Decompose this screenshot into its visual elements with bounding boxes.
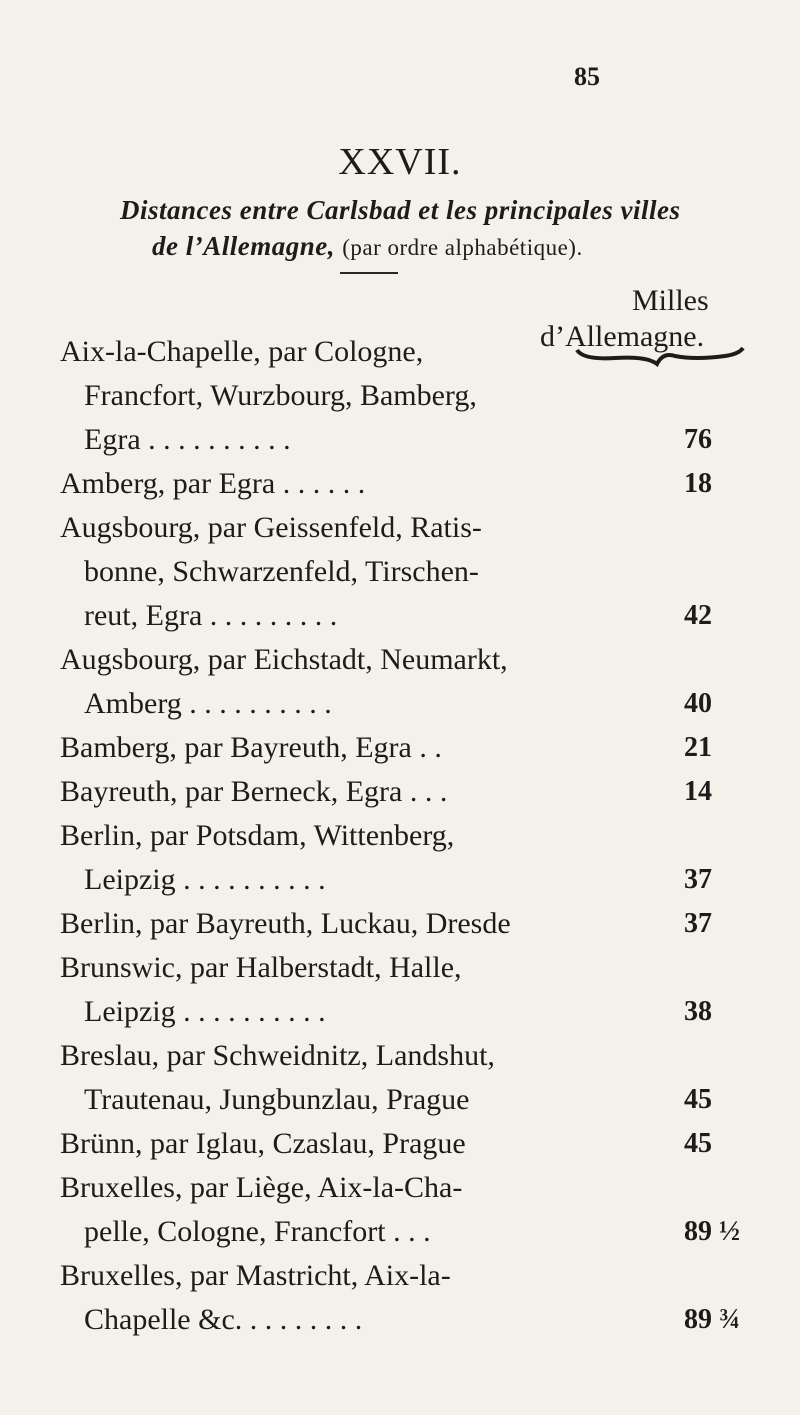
entry-route: Augsbourg, par Geissenfeld, Ratis- bbox=[60, 511, 482, 544]
distance-entry bbox=[0, 770, 800, 814]
entry-route: Berlin, par Bayreuth, Luckau, Dresde bbox=[60, 907, 511, 940]
entry-route: Brunswic, par Halberstadt, Halle, bbox=[60, 951, 462, 984]
entry-route-continued: Leipzig . . . . . . . . . . bbox=[84, 995, 326, 1028]
entry-route: Amberg, par Egra . . . . . . bbox=[60, 467, 366, 500]
title-divider bbox=[340, 272, 398, 274]
entry-route-continued: Leipzig . . . . . . . . . . bbox=[84, 863, 326, 896]
distance-entry bbox=[0, 330, 800, 462]
entry-distance: 37 bbox=[684, 864, 712, 895]
distance-entry bbox=[0, 814, 800, 902]
entry-route-continued: Amberg . . . . . . . . . . bbox=[84, 687, 332, 720]
entry-distance: 76 bbox=[684, 424, 712, 455]
title-country: de l’Allemagne, bbox=[152, 231, 335, 261]
distance-entry bbox=[0, 902, 800, 946]
entry-route: Breslau, par Schweidnitz, Landshut, bbox=[60, 1039, 495, 1072]
entry-route: Brünn, par Iglau, Czaslau, Prague bbox=[60, 1127, 466, 1160]
distance-entry bbox=[0, 638, 800, 726]
distance-entry bbox=[0, 462, 800, 506]
entry-route-continued: Chapelle &c. . . . . . . . . bbox=[84, 1303, 363, 1336]
entry-distance: 40 bbox=[684, 688, 712, 719]
entry-route: Bayreuth, par Berneck, Egra . . . bbox=[60, 775, 448, 808]
entry-route-continued: Francfort, Wurzbourg, Bamberg, bbox=[84, 379, 477, 412]
entry-distance: 37 bbox=[684, 908, 712, 939]
distance-entry bbox=[0, 946, 800, 1034]
unit-header-line-2: d’Allemagne. bbox=[540, 320, 705, 353]
entry-route-continued: Egra . . . . . . . . . . bbox=[84, 423, 291, 456]
distance-list bbox=[0, 330, 800, 1342]
page-title bbox=[120, 192, 720, 266]
section-number: XXVII. bbox=[338, 141, 462, 183]
distance-entry bbox=[0, 506, 800, 638]
entry-route: Bamberg, par Bayreuth, Egra . . bbox=[60, 731, 442, 764]
entry-distance: 89 ½ bbox=[684, 1216, 740, 1247]
distance-entry bbox=[0, 1254, 800, 1342]
entry-distance: 42 bbox=[684, 600, 712, 631]
entry-distance: 38 bbox=[684, 996, 712, 1027]
entry-distance: 21 bbox=[684, 732, 712, 763]
entry-route-continued: pelle, Cologne, Francfort . . . bbox=[84, 1215, 431, 1248]
entry-route: Bruxelles, par Mastricht, Aix-la- bbox=[60, 1259, 451, 1292]
distance-entry bbox=[0, 726, 800, 770]
entry-route-continued: bonne, Schwarzenfeld, Tirschen- bbox=[84, 555, 479, 588]
unit-header-line-1: Milles bbox=[632, 284, 709, 317]
entry-distance: 14 bbox=[684, 776, 712, 807]
distance-entry bbox=[0, 1166, 800, 1254]
entry-route-continued: Trautenau, Jungbunzlau, Prague bbox=[84, 1083, 470, 1116]
entry-distance: 89 ¾ bbox=[684, 1304, 740, 1335]
page-number: 85 bbox=[574, 62, 600, 91]
entry-route-continued: reut, Egra . . . . . . . . . bbox=[84, 599, 338, 632]
entry-route: Bruxelles, par Liège, Aix-la-Cha- bbox=[60, 1171, 463, 1204]
title-line-2 bbox=[120, 228, 720, 266]
title-ordering-note: (par ordre alphabétique). bbox=[342, 235, 583, 260]
entry-distance: 45 bbox=[684, 1084, 712, 1115]
distance-entry bbox=[0, 1122, 800, 1166]
entry-route: Berlin, par Potsdam, Wittenberg, bbox=[60, 819, 455, 852]
distance-entry bbox=[0, 1034, 800, 1122]
entry-route: Aix-la-Chapelle, par Cologne, bbox=[60, 335, 424, 368]
title-line-1: Distances entre Carlsbad et les principales villes bbox=[120, 195, 681, 225]
entry-route: Augsbourg, par Eichstadt, Neumarkt, bbox=[60, 643, 508, 676]
entry-distance: 45 bbox=[684, 1128, 712, 1159]
entry-distance: 18 bbox=[684, 468, 712, 499]
